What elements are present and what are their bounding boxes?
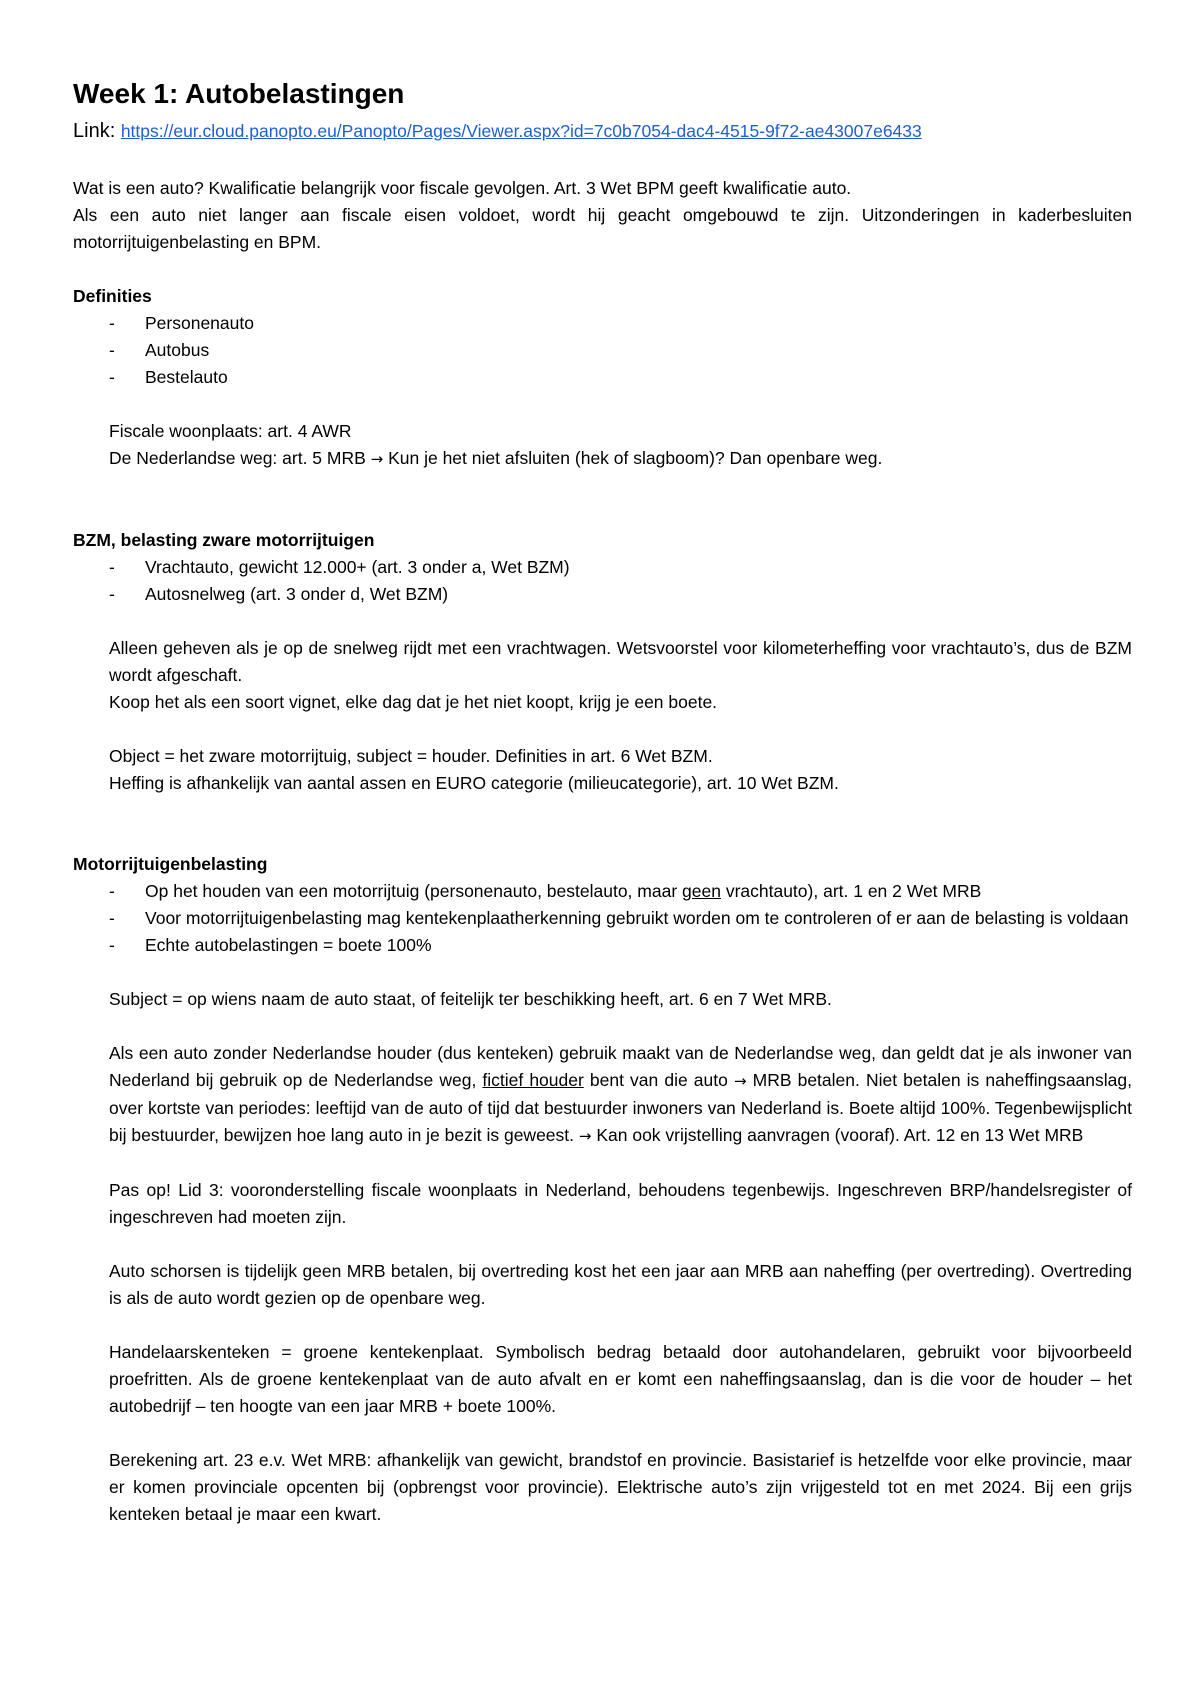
list-item: - Autobus	[73, 337, 1132, 364]
bzm-paragraph-4: Heffing is afhankelijk van aantal assen en EURO categorie (milieucategorie), art. 10 Wet BZM.	[109, 773, 839, 793]
panopto-link[interactable]: https://eur.cloud.panopto.eu/Panopto/Pages/Viewer.aspx?id=7c0b7054-dac4-4515-9f72-ae43007e6433	[120, 121, 922, 141]
list-item: - Personenauto	[73, 310, 1132, 337]
underlined-text: fictief houder	[482, 1070, 584, 1090]
weg-text-part: Kun je het niet afsluiten (hek of slagboom)? Dan openbare weg.	[383, 448, 883, 468]
mrb-fictief-paragraph	[73, 1040, 1132, 1150]
section-heading-bzm: BZM, belasting zware motorrijtuigen	[73, 530, 375, 550]
link-label: Link:	[73, 120, 121, 142]
section-heading-definities: Definities	[73, 286, 152, 306]
arrow-right-icon: →	[370, 450, 384, 468]
paragraph-part: Kan ook vrijstelling aanvragen (vooraf). Art. 12 en 13 Wet MRB	[591, 1125, 1084, 1145]
weg-text-part: De Nederlandse weg: art. 5 MRB	[109, 448, 371, 468]
list-item-part: Op het houden van een motorrijtuig (personenauto, bestelauto, maar	[145, 881, 683, 901]
list-item: - Autosnelweg (art. 3 onder d, Wet BZM)	[73, 581, 1132, 608]
mrb-schorsen-paragraph: Auto schorsen is tijdelijk geen MRB betalen, bij overtreding kost het een jaar aan MRB aan naheffing (per overtreding). Overtreding is als de auto wordt gezien op de openbare weg.	[109, 1261, 1132, 1308]
bzm-paragraph-1: Alleen geheven als je op de snelweg rijdt met een vrachtwagen. Wetsvoorstel voor kilometerheffing voor vrachtauto’s, dus de BZM wordt afgeschaft.	[109, 638, 1132, 685]
arrow-right-icon: →	[578, 1127, 592, 1145]
woonplaats-text: Fiscale woonplaats: art. 4 AWR	[109, 421, 352, 441]
weg-text	[73, 445, 1132, 473]
bzm-list	[73, 554, 1132, 608]
list-item: - Vrachtauto, gewicht 12.000+ (art. 3 onder a, Wet BZM)	[73, 554, 1132, 581]
underlined-text: geen	[682, 881, 721, 901]
arrow-right-icon: →	[733, 1072, 747, 1090]
mrb-pasop-paragraph: Pas op! Lid 3: vooronderstelling fiscale woonplaats in Nederland, behoudens tegenbewijs. Ingeschreven BRP/handelsregister of ingeschreven had moeten zijn.	[109, 1180, 1132, 1227]
link-line	[73, 114, 1132, 148]
list-item-part: vrachtauto), art. 1 en 2 Wet MRB	[720, 881, 982, 901]
intro-paragraph-2: Als een auto niet langer aan fiscale eisen voldoet, wordt hij geacht omgebouwd te zijn. Uitzonderingen in kaderbesluiten motorrijtuigenbelasting en BPM.	[73, 205, 1132, 252]
mrb-list	[73, 878, 1132, 959]
mrb-berekening-paragraph: Berekening art. 23 e.v. Wet MRB: afhankelijk van gewicht, brandstof en provincie. Basistarief is hetzelfde voor elke provincie, maar er komen provinciale opcenten bij (opbrengst voor provincie). Elektrische auto’s zijn vrijgesteld tot en met 2024. Bij een grijs kenteken betaal je maar een kwart.	[109, 1450, 1132, 1524]
list-item: - Bestelauto	[73, 364, 1132, 391]
section-heading-mrb: Motorrijtuigenbelasting	[73, 854, 268, 874]
mrb-subject-paragraph: Subject = op wiens naam de auto staat, of feitelijk ter beschikking heeft, art. 6 en 7 Wet MRB.	[109, 989, 832, 1009]
list-item: - Echte autobelastingen = boete 100%	[73, 932, 1132, 959]
definities-list	[73, 310, 1132, 391]
paragraph-part: MRB betalen. Niet betalen is naheffingsaanslag, over kortste van periodes: leeftijd van de auto of tijd dat bestuurder inwoners van Nederland is. Boete altijd 100%. Tegenbewijsplicht bij bestuurder, bewijzen hoe lang auto in je bezit is geweest.	[109, 1070, 1132, 1145]
page-title: Week 1: Autobelastingen	[73, 78, 405, 109]
bzm-paragraph-2: Koop het als een soort vignet, elke dag dat je het niet koopt, krijg je een boete.	[109, 692, 718, 712]
list-item: - Voor motorrijtuigenbelasting mag kentekenplaatherkenning gebruikt worden om te controleren of er aan de belasting is voldaan	[73, 905, 1132, 932]
mrb-handelaar-paragraph: Handelaarskenteken = groene kentekenplaat. Symbolisch bedrag betaald door autohandelaren, gebruikt voor bijvoorbeeld proefritten. Als de groene kentekenplaat van de auto afvalt en er komt een naheffingsaanslag, dan is die voor de houder – het autobedrijf – ten hoogte van een jaar MRB + boete 100%.	[109, 1342, 1132, 1416]
paragraph-part: bent van die auto	[583, 1070, 734, 1090]
bzm-paragraph-3: Object = het zware motorrijtuig, subject = houder. Definities in art. 6 Wet BZM.	[109, 746, 713, 766]
list-item	[73, 878, 1132, 905]
intro-paragraph-1: Wat is een auto? Kwalificatie belangrijk voor fiscale gevolgen. Art. 3 Wet BPM geeft kwalificatie auto.	[73, 178, 852, 198]
paragraph-part: Als een auto zonder Nederlandse houder (dus kenteken) gebruik maakt van de Nederlandse weg, dan geldt dat je als inwoner van Nederland bij gebruik op de Nederlandse weg,	[109, 1043, 1132, 1090]
